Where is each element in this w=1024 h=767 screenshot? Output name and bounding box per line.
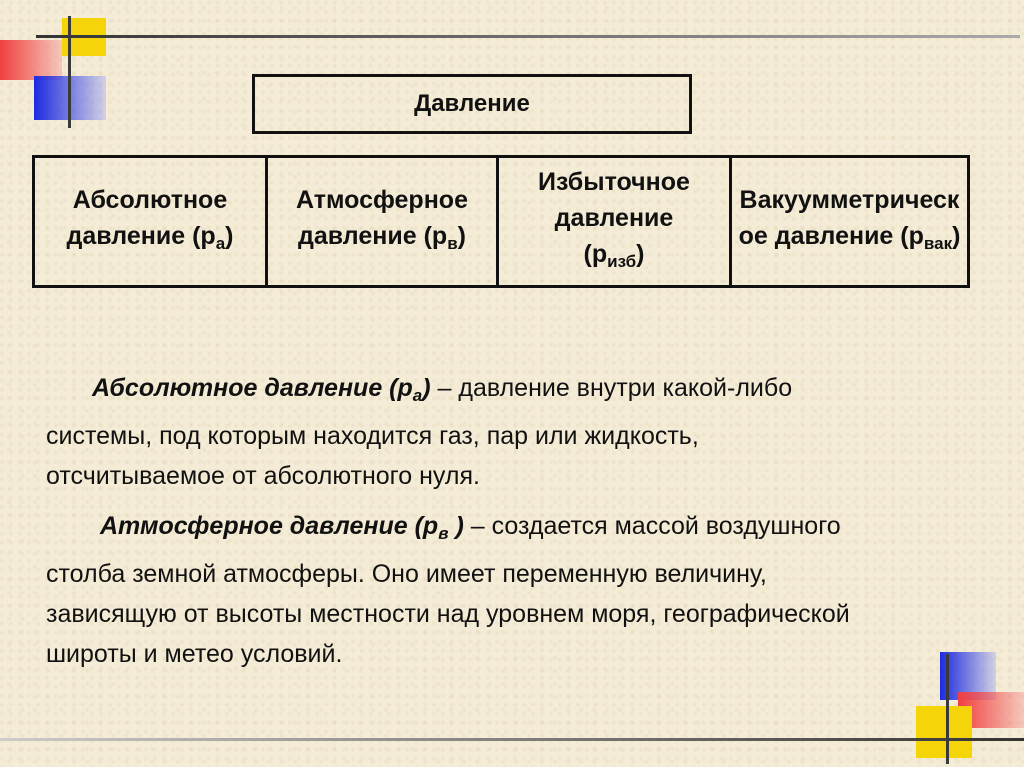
definition-term-subscript: а: [412, 386, 423, 405]
type-label: Вакуумметрическ: [739, 185, 960, 214]
type-cell-vacuum: [732, 158, 967, 285]
type-label: Абсолютное: [72, 185, 228, 214]
definition-text: широты и метео условий.: [46, 640, 343, 668]
deco-line-bottom: [0, 738, 1024, 741]
type-label: давление (p: [66, 221, 216, 250]
type-paren: ): [225, 221, 234, 250]
type-paren: ): [457, 221, 466, 250]
type-subscript: а: [215, 233, 226, 253]
definition-text: зависящую от высоты местности над уровнем моря, географической: [46, 600, 850, 628]
type-subscript: изб: [607, 251, 637, 271]
definition-term-subscript: в: [438, 524, 449, 543]
type-label: (p: [583, 239, 608, 268]
type-label: давление (p: [298, 221, 448, 250]
type-subscript: вак: [923, 233, 953, 253]
type-paren: ): [636, 239, 645, 268]
definition-dash: –: [430, 374, 459, 402]
definition-term: Абсолютное давление (p: [92, 374, 413, 402]
definition-term-close: ): [448, 512, 464, 540]
deco-vline-top: [68, 16, 71, 128]
definition-term: Атмосферное давление (p: [100, 512, 439, 540]
type-subscript: в: [447, 233, 458, 253]
type-cell-absolute: [35, 158, 268, 285]
type-paren: ): [952, 221, 961, 250]
pressure-title: Давление: [414, 90, 530, 117]
definition-text: отсчитываемое от абсолютного нуля.: [46, 462, 480, 490]
definition-absolute: [46, 368, 956, 496]
definition-term-close: ): [422, 374, 431, 402]
type-label: ое давление (p: [738, 221, 924, 250]
definition-text: давление внутри какой-либо: [458, 374, 793, 402]
definition-text: системы, под которым находится газ, пар или жидкость,: [46, 422, 699, 450]
deco-line-top: [36, 35, 1020, 38]
definition-text: столба земной атмосферы. Оно имеет переменную величину,: [46, 560, 767, 588]
definition-atmospheric: [46, 506, 956, 674]
definition-text: создается массой воздушного: [491, 512, 841, 540]
pressure-title-box: [252, 74, 692, 134]
type-label: Избыточное: [538, 167, 690, 196]
type-label: давление: [554, 203, 674, 232]
deco-yellow-square-bottom: [916, 706, 972, 758]
type-cell-excess: [499, 158, 732, 285]
pressure-types-table: [32, 155, 970, 288]
definition-dash: –: [463, 512, 492, 540]
type-cell-atmospheric: [268, 158, 499, 285]
type-label: Атмосферное: [296, 185, 468, 214]
deco-red-square-top: [0, 40, 62, 80]
